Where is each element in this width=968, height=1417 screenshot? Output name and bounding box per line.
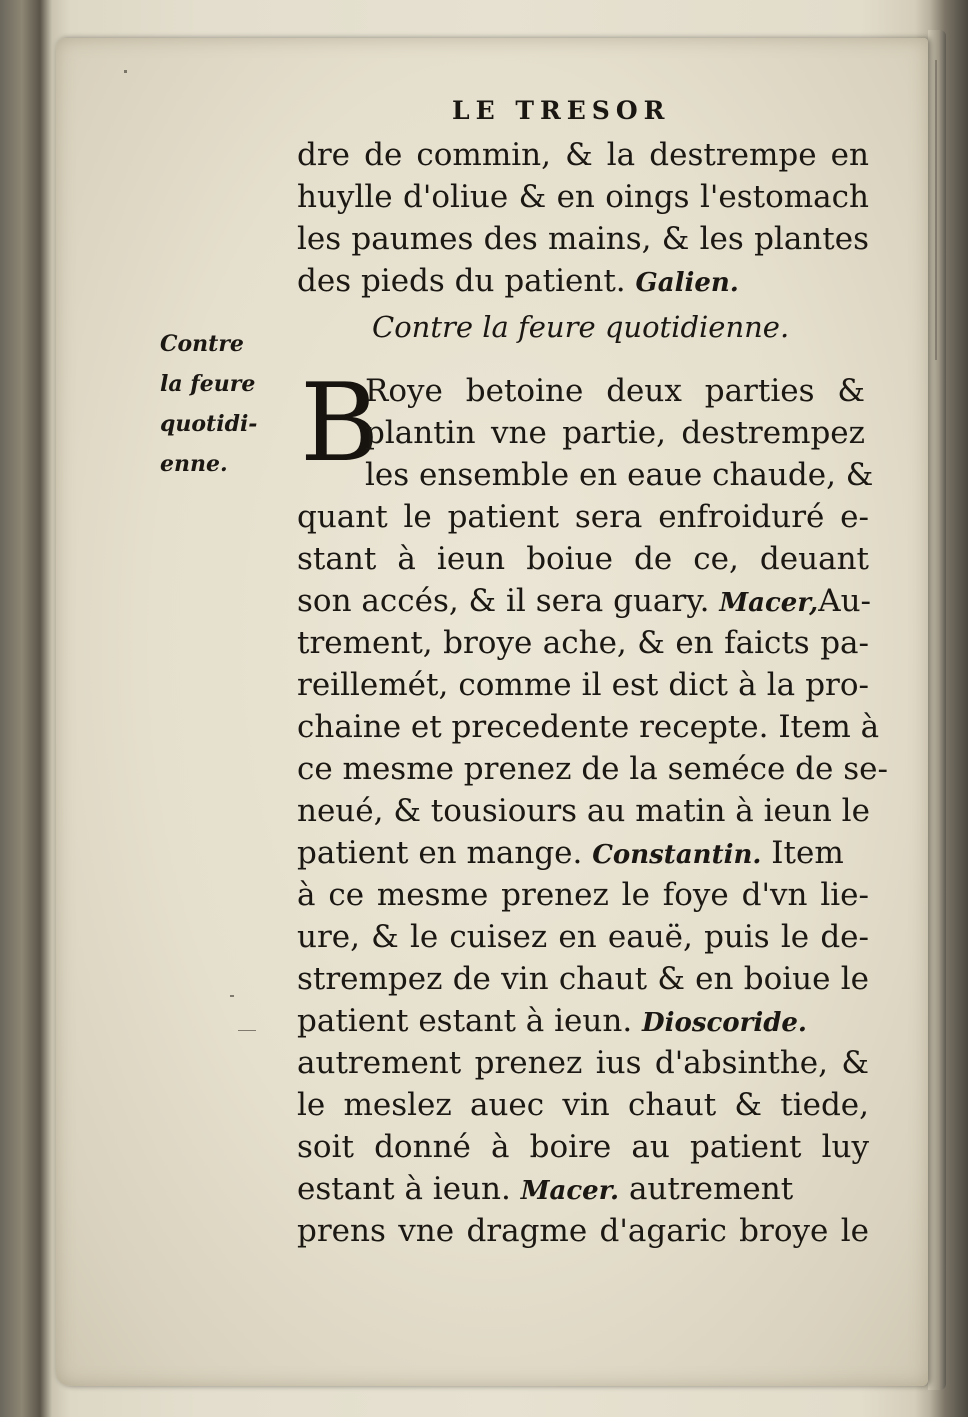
text-line	[297, 1000, 869, 1042]
text-fragment: chaine et precedente recepte.	[297, 709, 769, 745]
text-fragment: son accés, & il sera guary.	[297, 583, 710, 619]
text-line: stant à ieun boiue de ce, deuant	[297, 541, 869, 577]
running-head: LE TRESOR	[452, 96, 671, 125]
text-line: les ensemble en eaue chaude, &	[365, 457, 874, 493]
margin-note-line: quotidi-	[160, 411, 258, 437]
citation-galien: Galien.	[635, 268, 739, 298]
text-line: reillemét, comme il est dict à la pro-	[297, 667, 869, 703]
text-line: à ce mesme prenez le foye d'vn lie-	[297, 877, 869, 913]
ink-speck	[124, 70, 127, 73]
text-line: trement, broye ache, & en faicts pa-	[297, 625, 869, 661]
text-line: dre de commin, & la destrempe en	[297, 137, 869, 173]
text-line: les paumes des mains, & les plantes	[297, 221, 869, 257]
text-line: Roye betoine deux parties &	[365, 373, 865, 409]
text-line	[297, 580, 872, 622]
text-line	[297, 832, 869, 874]
text-line: quant le patient sera enfroiduré e-	[297, 499, 869, 535]
text-fragment: estant à ieun.	[297, 1171, 511, 1207]
text-fragment: Au-	[818, 583, 872, 619]
margin-note-line: la feure	[160, 371, 256, 397]
citation-dioscoride: Dioscoride.	[642, 1008, 807, 1038]
text-line: ce mesme prenez de la seméce de se-	[297, 751, 888, 787]
text-fragment: des pieds du patient.	[297, 263, 626, 299]
text-line: autrement prenez ius d'absinthe, &	[297, 1045, 869, 1081]
ink-speck	[230, 995, 234, 997]
section-heading: Contre la feure quotidienne.	[372, 310, 790, 344]
text-line: soit donné à boire au patient luy	[297, 1129, 869, 1165]
text-fragment: patient en mange.	[297, 835, 583, 871]
text-fragment: autrement	[628, 1171, 794, 1207]
text-line: neué, & tousiours au matin à ieun le	[297, 793, 870, 829]
right-page-edge	[928, 30, 946, 1390]
text-line: huylle d'oliue & en oings l'estomach	[297, 179, 869, 215]
citation-macer: Macer,	[719, 588, 819, 618]
text-line	[297, 1168, 869, 1210]
text-line	[297, 706, 880, 748]
page-fold-line	[935, 60, 937, 360]
citation-constantin: Constantin.	[592, 840, 762, 870]
citation-macer: Macer.	[520, 1176, 620, 1206]
drop-cap: B	[300, 361, 380, 486]
text-fragment: patient estant à ieun.	[297, 1003, 633, 1039]
text-fragment: Item	[771, 835, 844, 871]
text-line: prens vne dragme d'agaric broye le	[297, 1213, 869, 1249]
text-line	[297, 260, 739, 302]
margin-note	[160, 324, 257, 484]
text-fragment: Item à	[778, 709, 880, 745]
text-line: plantin vne partie, destrempez	[365, 415, 865, 451]
text-line: strempez de vin chaut & en boiue le	[297, 961, 869, 997]
ink-speck	[238, 1030, 256, 1031]
text-line: ure, & le cuisez en eauë, puis le de-	[297, 919, 869, 955]
margin-note-line: Contre	[160, 331, 244, 357]
text-line: le meslez auec vin chaut & tiede,	[297, 1087, 869, 1123]
margin-note-line: enne.	[160, 451, 228, 477]
